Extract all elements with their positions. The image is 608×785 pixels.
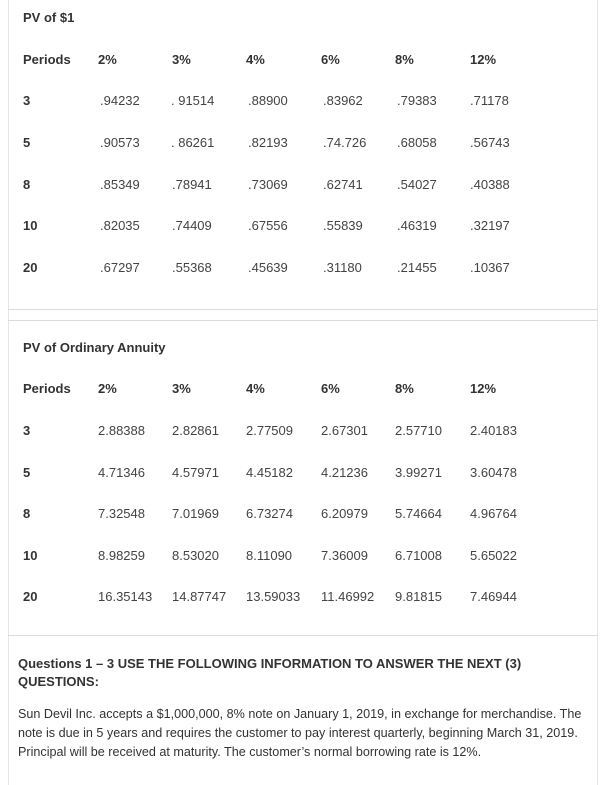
table1-cell: .82193 (248, 135, 288, 150)
table1-cell: .74409 (172, 218, 212, 233)
table1-row-period: 3 (23, 93, 31, 108)
table2-cell: 5.65022 (470, 548, 517, 563)
table1-cell: .32197 (470, 218, 510, 233)
questions-heading: Questions 1 – 3 USE THE FOLLOWING INFORMATION TO ANSWER THE NEXT (3) QUESTIONS: (18, 656, 522, 689)
table1-row-period: 5 (23, 135, 31, 150)
table1-header-rate: 4% (246, 52, 265, 67)
table2-cell: 4.45182 (246, 465, 293, 480)
table2-cell: 2.77509 (246, 423, 293, 438)
table2-header-rate: 4% (246, 381, 265, 396)
table2-cell: 8.98259 (98, 548, 145, 563)
table2-cell: 4.21236 (321, 465, 368, 480)
table1-cell: .10367 (470, 260, 510, 275)
table2-row-period: 20 (23, 589, 38, 604)
table2-header-periods: Periods (23, 381, 71, 396)
table1-header-rate: 8% (395, 52, 414, 67)
table2-row-period: 3 (23, 423, 31, 438)
table1-cell: .21455 (397, 260, 437, 275)
table1-title: PV of $1 (23, 10, 75, 25)
table1-cell: . 86261 (171, 135, 215, 150)
table2-header-rate: 6% (321, 381, 340, 396)
table1-cell: .68058 (397, 135, 437, 150)
table2-row-period: 10 (23, 548, 38, 563)
table1-header-rate: 2% (98, 52, 117, 67)
table1-header-rate: 3% (172, 52, 191, 67)
table2-cell: 9.81815 (395, 589, 442, 604)
table2-cell: 5.74664 (395, 506, 442, 521)
table1-row-period: 10 (23, 218, 38, 233)
table2-cell: 14.87747 (172, 589, 227, 604)
table2-cell: 3.99271 (395, 465, 442, 480)
table1-row-period: 20 (23, 260, 38, 275)
table1-cell: .85349 (100, 177, 140, 192)
table2-header-rate: 8% (395, 381, 414, 396)
table1-cell: .46319 (397, 218, 437, 233)
table2-title: PV of Ordinary Annuity (23, 340, 166, 355)
table2-header-rate: 3% (172, 381, 191, 396)
table2-cell: 16.35143 (98, 589, 153, 604)
table1-cell: .40388 (470, 177, 510, 192)
table2-row-period: 8 (23, 506, 31, 521)
table2-row-period: 5 (23, 465, 31, 480)
table1-cell: .56743 (470, 135, 510, 150)
table1-cell: .67297 (100, 260, 140, 275)
table2-cell: 2.40183 (470, 423, 517, 438)
table1-cell: .67556 (248, 218, 288, 233)
table1-cell: .79383 (397, 93, 437, 108)
table2-cell: 2.57710 (395, 423, 442, 438)
table1-cell: .73069 (248, 177, 288, 192)
table1-cell: .31180 (323, 260, 362, 275)
table1-cell: .83962 (323, 93, 363, 108)
table1-cell: .90573 (100, 135, 140, 150)
table1-header-rate: 6% (321, 52, 340, 67)
table1-cell: .55839 (323, 218, 363, 233)
table2-cell: 6.71008 (395, 548, 442, 563)
table1-cell: .74.726 (323, 135, 367, 150)
table1-header-rate: 12% (470, 52, 497, 67)
table2-cell: 2.82861 (172, 423, 219, 438)
table1-cell: .54027 (397, 177, 437, 192)
table2-cell: 2.67301 (321, 423, 368, 438)
table2-cell: 4.71346 (98, 465, 145, 480)
questions-paragraph: Sun Devil Inc. accepts a $1,000,000, 8% note on January 1, 2019, in exchange for merchandise. The note is due in 5 years and requires the customer to pay interest quarterly, beginning March 31, 2019. Principal will be received at maturity. The customer’s normal borrowing rate is 12%. (18, 707, 582, 759)
table1-header-periods: Periods (23, 52, 71, 67)
table2-cell: 3.60478 (470, 465, 517, 480)
table2-cell: 11.46992 (321, 589, 375, 604)
table2-cell: 7.01969 (172, 506, 219, 521)
table2-header-rate: 2% (98, 381, 117, 396)
table2-cell: 2.88388 (98, 423, 145, 438)
table2-cell: 4.57971 (172, 465, 219, 480)
table1-cell: .82035 (100, 218, 140, 233)
table1-cell: .45639 (248, 260, 288, 275)
table1-cell: .94232 (100, 93, 140, 108)
table1-cell: .88900 (248, 93, 288, 108)
table2-cell: 6.73274 (246, 506, 293, 521)
table2-cell: 8.11090 (246, 548, 293, 563)
table1-cell: . 91514 (171, 93, 215, 108)
table2-cell: 8.53020 (172, 548, 219, 563)
table1-cell: .78941 (172, 177, 212, 192)
table1-row-period: 8 (23, 177, 31, 192)
table2-cell: 7.32548 (98, 506, 145, 521)
table1-cell: .71178 (470, 93, 509, 108)
table2-cell: 13.59033 (246, 589, 301, 604)
table2-cell: 6.20979 (321, 506, 368, 521)
table2-cell: 4.96764 (470, 506, 517, 521)
table1-cell: .62741 (323, 177, 363, 192)
table2-header-rate: 12% (470, 381, 497, 396)
table2-cell: 7.36009 (321, 548, 368, 563)
table2-cell: 7.46944 (470, 589, 517, 604)
table1-cell: .55368 (172, 260, 212, 275)
